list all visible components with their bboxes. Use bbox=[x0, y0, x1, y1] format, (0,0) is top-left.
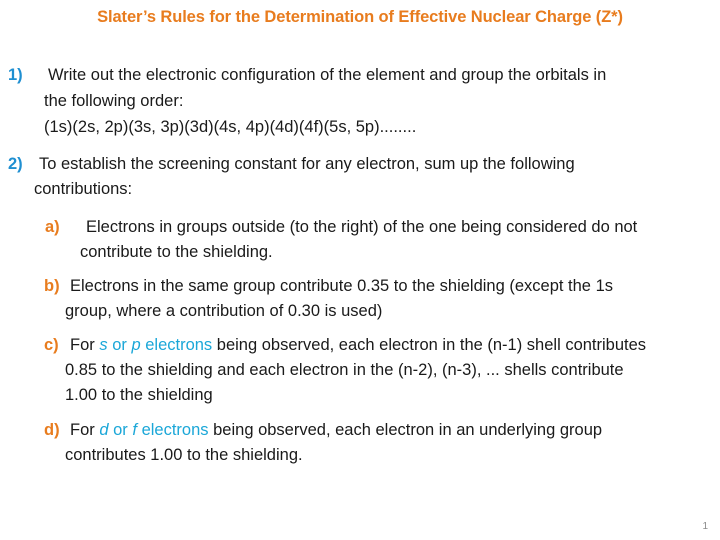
subrule-c-electrons: electrons bbox=[145, 336, 213, 354]
subrule-d-d: d bbox=[99, 421, 109, 439]
subrule-c-marker-wrap bbox=[44, 333, 59, 358]
subrule-d-marker-wrap bbox=[44, 418, 60, 443]
subrule-c-p: p bbox=[131, 336, 141, 354]
subrule-c-line-1 bbox=[70, 333, 646, 358]
subrule-a-line-1: Electrons in groups outside (to the right) of the one being considered do not bbox=[86, 218, 638, 236]
rule-2-line-2: contributions: bbox=[34, 180, 133, 198]
subrule-d-f: f bbox=[132, 421, 137, 439]
rule-2-line-1: To establish the screening constant for any electron, sum up the following bbox=[39, 155, 575, 173]
subrule-c-line-3: 1.00 to the shielding bbox=[65, 386, 213, 404]
rule-1-line-3: (1s)(2s, 2p)(3s, 3p)(3d)(4s, 4p)(4d)(4f)(5s, 5p)........ bbox=[44, 118, 417, 136]
subrule-d-or: or bbox=[113, 421, 128, 439]
subrule-c-marker: c) bbox=[44, 336, 59, 354]
subrule-d-electrons: electrons bbox=[141, 421, 209, 439]
subrule-a-line-2: contribute to the shielding. bbox=[80, 243, 273, 261]
subrule-d-for: For bbox=[70, 421, 95, 439]
page-number: 1 bbox=[702, 521, 708, 532]
rule-1-line-2: the following order: bbox=[44, 92, 184, 110]
subrule-c-or: or bbox=[112, 336, 127, 354]
subrule-b-marker: b) bbox=[44, 277, 60, 295]
subrule-a-marker: a) bbox=[45, 218, 60, 236]
subrule-d-line-1 bbox=[70, 418, 602, 443]
subrule-b-line-2: group, where a contribution of 0.30 is used) bbox=[65, 302, 383, 320]
subrule-c-s: s bbox=[99, 336, 108, 354]
subrule-d-marker: d) bbox=[44, 421, 60, 439]
subrule-c-line-1-rest: being observed, each electron in the (n-1) shell contributes bbox=[216, 336, 647, 354]
slide-title: Slater’s Rules for the Determination of Effective Nuclear Charge (Z*) bbox=[97, 8, 623, 26]
rule-1 bbox=[8, 63, 23, 88]
subrule-b-line-1: Electrons in the same group contribute 0.35 to the shielding (except the 1s bbox=[70, 277, 613, 295]
subrule-b-marker-wrap bbox=[44, 274, 60, 299]
subrule-c-line-2: 0.85 to the shielding and each electron in the (n-2), (n-3), ... shells contribute bbox=[65, 361, 624, 379]
subrule-a-marker-wrap bbox=[45, 215, 60, 240]
subrule-c-for: For bbox=[70, 336, 95, 354]
rule-2-marker: 2) bbox=[8, 155, 23, 173]
rule-1-line-1: Write out the electronic configuration of the element and group the orbitals in bbox=[48, 66, 607, 84]
rule-2 bbox=[8, 152, 23, 177]
rule-1-marker: 1) bbox=[8, 66, 23, 84]
subrule-d-line-2: contributes 1.00 to the shielding. bbox=[65, 446, 303, 464]
subrule-d-line-1-rest: being observed, each electron in an underlying group bbox=[213, 421, 603, 439]
